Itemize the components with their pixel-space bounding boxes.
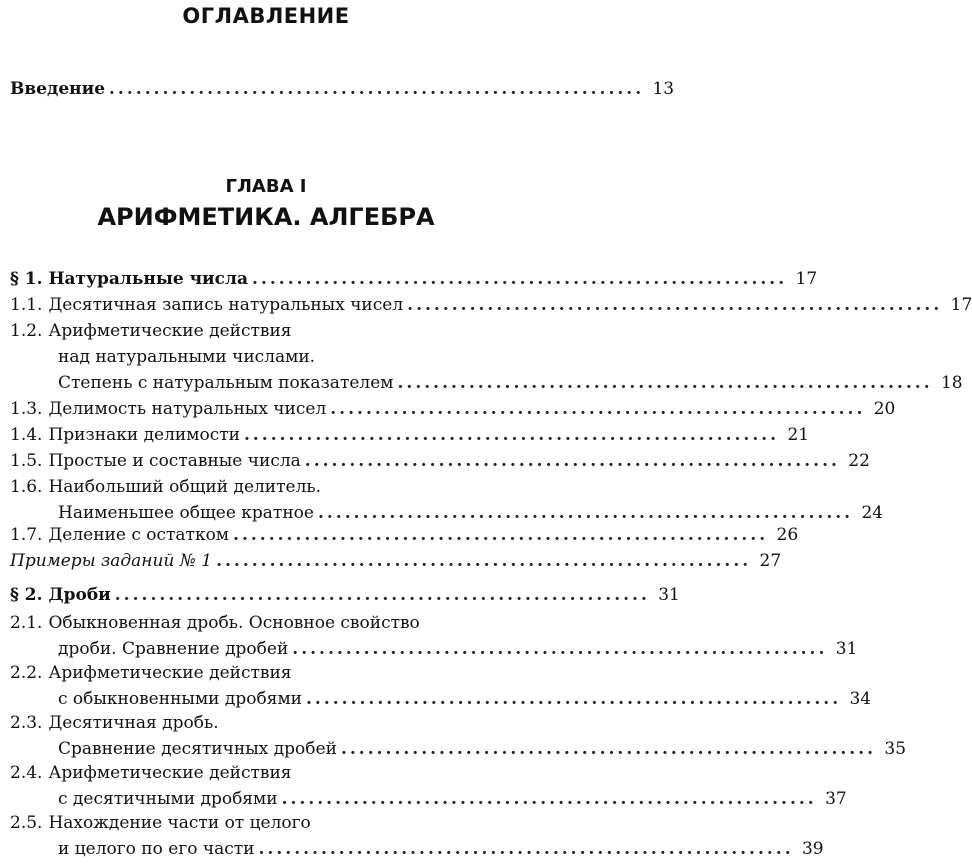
toc-entry-2-1[interactable] (10, 610, 858, 662)
entry-number: 2.1. (10, 613, 43, 633)
leader-dots: ............................................................ (233, 525, 769, 545)
leader-dots: ............................................................ (330, 399, 866, 419)
toc-entry-2-3[interactable] (10, 710, 907, 762)
entry-label-line-2: Наименьшее общее кратное (58, 503, 314, 523)
page-number: 13 (652, 79, 675, 99)
toc-entry-2-5[interactable] (10, 810, 824, 862)
entry-label-line-1: Нахождение части от целого (48, 813, 311, 833)
page-number: 22 (848, 451, 870, 471)
entry-label-line-1: Арифметические действия (48, 663, 292, 683)
leader-dots: ............................................................ (243, 425, 780, 445)
entry-number: 1.5. (10, 451, 43, 471)
leader-dots: ............................................................ (407, 295, 943, 315)
page-number: 17 (795, 269, 818, 289)
page-number: 31 (835, 639, 858, 659)
entry-number: 1.4. (10, 425, 43, 445)
toc-entry-1-2[interactable] (10, 318, 963, 396)
page-number: 27 (759, 551, 782, 571)
entry-label-line-2: дроби. Сравнение дробей (58, 639, 289, 659)
page-number: 18 (940, 373, 963, 393)
page-number: 24 (861, 503, 884, 523)
toc-entry-1-4[interactable] (10, 422, 810, 448)
entry-label-line-2: Сравнение десятичных дробей (58, 739, 337, 759)
leader-dots: ............................................................ (109, 79, 645, 99)
entry-number: 1.6. (10, 477, 43, 497)
page-number: 21 (787, 425, 810, 445)
entry-number: 1.7. (10, 525, 43, 545)
entry-label-line-1: Наибольший общий делитель. (48, 477, 322, 497)
page-number: 39 (801, 839, 824, 859)
toc-entry-1-5[interactable] (10, 448, 870, 474)
toc-entry-2-2[interactable] (10, 660, 872, 712)
leader-dots: ............................................................ (252, 269, 788, 289)
page-number: 35 (884, 739, 907, 759)
toc-entry-1-1[interactable] (10, 292, 972, 318)
entry-label: Деление с остатком (48, 525, 230, 545)
entry-label-line-2: с десятичными дробями (58, 789, 278, 809)
entry-number: 1.2. (10, 321, 43, 341)
toc-entry-1-7[interactable] (10, 522, 799, 548)
entry-label-line-2: с обыкновенными дробями (58, 689, 302, 709)
leader-dots: ............................................................ (306, 689, 842, 709)
entry-label-line-2: над натуральными числами. (58, 347, 316, 367)
page-number: 17 (950, 295, 972, 315)
chapter-number: ГЛАВА I (225, 176, 307, 197)
leader-dots: ............................................................ (340, 739, 877, 759)
entry-label: Признаки делимости (48, 425, 240, 445)
entry-label-line-1: Десятичная дробь. (48, 713, 219, 733)
toc-title: ОГЛАВЛЕНИЕ (182, 4, 350, 28)
leader-dots: ............................................................ (216, 551, 752, 571)
entry-number: 1.3. (10, 399, 43, 419)
entry-number: 2.5. (10, 813, 43, 833)
entry-number: 1.1. (10, 295, 43, 315)
entry-label-line-3: Степень с натуральным показателем (58, 373, 394, 393)
page-number: 20 (873, 399, 896, 419)
leader-dots: ............................................................ (258, 839, 794, 859)
leader-dots: ............................................................ (397, 373, 933, 393)
entry-number: 2.4. (10, 763, 43, 783)
entry-label: § 1. Натуральные числа (10, 269, 249, 289)
entry-number: 2.3. (10, 713, 43, 733)
entry-label: Десятичная запись натуральных чисел (48, 295, 404, 315)
chapter-title: АРИФМЕТИКА. АЛГЕБРА (97, 203, 435, 231)
leader-dots: ............................................................ (292, 639, 828, 659)
page-number: 37 (825, 789, 847, 809)
toc-entry-examples-1[interactable] (10, 548, 782, 574)
entry-label-line-2: и целого по его части (58, 839, 255, 859)
toc-entry-section-2[interactable] (10, 582, 680, 608)
leader-dots: ............................................................ (281, 789, 817, 809)
entry-label: § 2. Дроби (10, 585, 111, 605)
entry-label: Делимость натуральных чисел (48, 399, 327, 419)
entry-label-line-1: Арифметические действия (48, 321, 292, 341)
toc-entry-section-1[interactable] (10, 266, 818, 292)
toc-entry-2-4[interactable] (10, 760, 847, 812)
toc-entry-1-3[interactable] (10, 396, 896, 422)
page-number: 31 (658, 585, 680, 605)
entry-label: Введение (10, 79, 106, 99)
leader-dots: ............................................................ (304, 451, 840, 471)
toc-entry-intro[interactable] (10, 76, 675, 102)
leader-dots: ............................................................ (114, 585, 650, 605)
leader-dots: ............................................................ (317, 503, 854, 523)
entry-label: Примеры заданий № 1 (10, 551, 213, 571)
entry-label-line-1: Обыкновенная дробь. Основное свойство (48, 613, 420, 633)
page-number: 26 (776, 525, 799, 545)
entry-label: Простые и составные числа (48, 451, 301, 471)
entry-number: 2.2. (10, 663, 43, 683)
page-number: 34 (849, 689, 872, 709)
toc-entry-1-6[interactable] (10, 474, 884, 526)
entry-label-line-1: Арифметические действия (48, 763, 292, 783)
